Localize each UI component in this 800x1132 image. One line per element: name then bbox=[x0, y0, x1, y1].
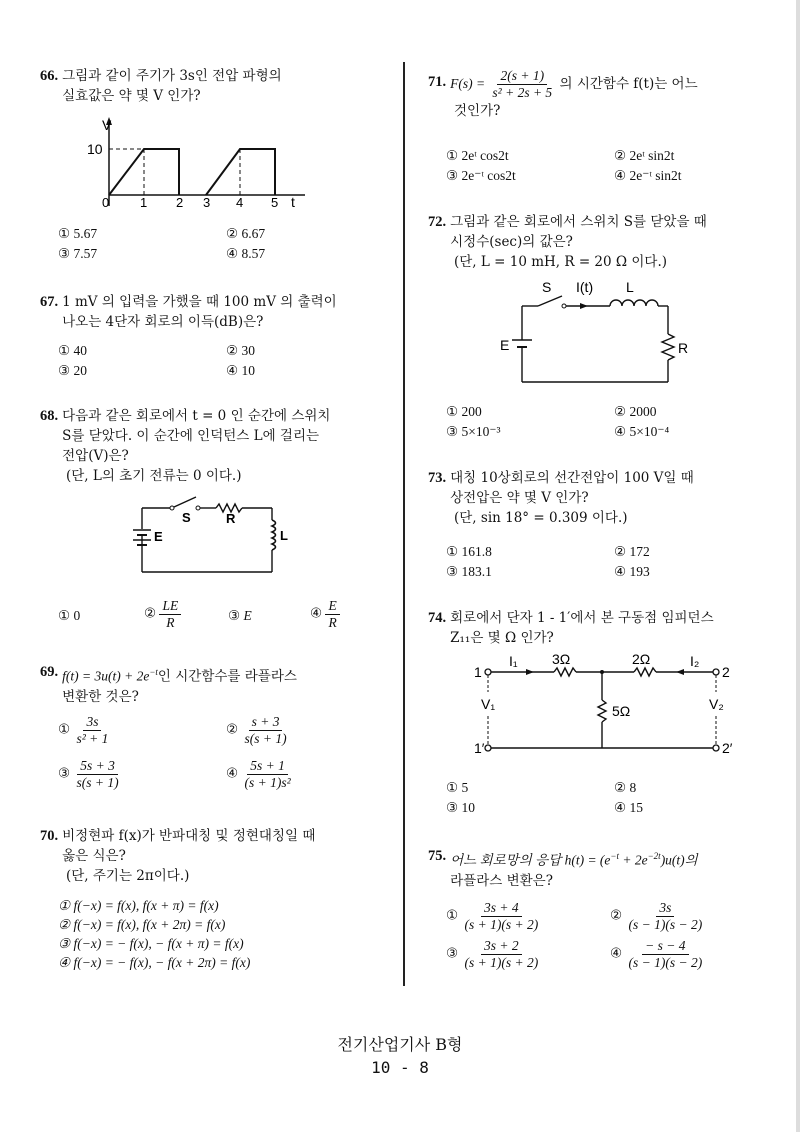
resistor-3ohm bbox=[554, 668, 576, 676]
terminal-label: 2′ bbox=[722, 740, 733, 756]
x-tick-label: 4 bbox=[236, 195, 244, 210]
option[interactable]: ④ 10 bbox=[226, 363, 255, 378]
option[interactable]: ③ E bbox=[228, 608, 252, 623]
question-text: 옳은 식은? bbox=[62, 848, 126, 864]
inductor-label: L bbox=[626, 279, 634, 295]
question-74 bbox=[428, 608, 773, 648]
option[interactable]: ③ f(−x) = − f(x), − f(x + π) = f(x) bbox=[58, 936, 244, 951]
question-text: 변환한 것은? bbox=[62, 688, 139, 705]
terminal-label: 1 bbox=[474, 664, 482, 680]
option[interactable]: ④ 8.57 bbox=[226, 246, 266, 261]
question-text: 시정수(sec)의 값은? bbox=[450, 234, 573, 250]
question-condition: (단, 주기는 2π이다.) bbox=[66, 868, 190, 884]
option[interactable]: ② 2000 bbox=[614, 404, 657, 419]
option[interactable]: ① 5.67 bbox=[58, 226, 98, 241]
question-text: 의 시간함수 f(t)는 어느 bbox=[559, 76, 698, 92]
terminal-node bbox=[485, 669, 491, 675]
resistor-label: R bbox=[678, 340, 689, 356]
math-expression: f(t) = 3u(t) + 2e bbox=[62, 668, 150, 684]
footer-exam-title: 전기산업기사 B형 bbox=[337, 1035, 463, 1054]
fraction: $\frac{s + 3}{s(s + 1)}$ bbox=[244, 714, 287, 746]
question-condition: (단, sin 18° = 0.309 이다.) bbox=[454, 510, 628, 526]
fraction: $\frac{3s}{(s - 1)(s - 2)}$ bbox=[628, 900, 703, 932]
option[interactable]: ② 6.67 bbox=[226, 226, 266, 241]
fraction: $\frac{5s + 3}{s(s + 1)}$ bbox=[76, 758, 119, 790]
rl-circuit-diagram bbox=[130, 494, 300, 578]
voltage-label: V₁ bbox=[481, 696, 496, 712]
question-70 bbox=[40, 826, 390, 886]
switch-contact bbox=[196, 506, 200, 510]
question-number: 67. bbox=[40, 294, 59, 310]
current-arrow-i1 bbox=[526, 669, 534, 675]
option[interactable]: ③ 2e⁻ᵗ cos2t bbox=[446, 168, 516, 183]
option[interactable]: ④ f(−x) = − f(x), − f(x + 2π) = f(x) bbox=[58, 955, 251, 970]
question-text: 인 시간함수를 라플라스 bbox=[157, 668, 297, 685]
resistor-label: 5Ω bbox=[612, 703, 631, 719]
question-number: 69. bbox=[40, 664, 59, 680]
math-expression: 어느 회로망의 응답 h(t) = (e bbox=[450, 852, 611, 868]
question-condition: (단, L = 10 mH, R = 20 Ω 이다.) bbox=[454, 254, 668, 270]
source-label: E bbox=[154, 529, 163, 544]
switch-contact bbox=[562, 304, 566, 308]
switch-label: S bbox=[182, 510, 191, 525]
option[interactable]: ③ $\frac{5s + 3}{s(s + 1)}$ bbox=[58, 758, 122, 791]
option[interactable]: ④ 15 bbox=[614, 800, 643, 815]
question-text: 나오는 4단자 회로의 이득(dB)은? bbox=[62, 314, 264, 330]
option[interactable]: ③ 10 bbox=[446, 800, 475, 815]
x-tick-label: 2 bbox=[176, 195, 184, 210]
fraction: $\frac{3s + 4}{(s + 1)(s + 2)}$ bbox=[464, 900, 539, 932]
option[interactable]: ③ 7.57 bbox=[58, 246, 98, 261]
current-label: I₁ bbox=[509, 653, 518, 669]
rl-switch-circuit-diagram bbox=[500, 276, 700, 388]
options-68 bbox=[58, 598, 398, 638]
resistor-symbol bbox=[662, 334, 674, 360]
voltage-waveform-graph bbox=[80, 112, 320, 212]
option[interactable]: ④ 193 bbox=[614, 564, 650, 579]
question-73 bbox=[428, 468, 773, 528]
question-text: 실효값은 약 몇 V 인가? bbox=[62, 88, 201, 104]
question-number: 66. bbox=[40, 68, 59, 84]
option[interactable]: ④ $\frac{5s + 1}{\text{(s + 1)s²}}$ bbox=[226, 758, 294, 791]
question-text: 라플라스 변환은? bbox=[450, 872, 553, 889]
page-edge-shadow bbox=[796, 0, 800, 1132]
resistor-2ohm bbox=[634, 668, 656, 676]
option[interactable]: ③ 20 bbox=[58, 363, 87, 378]
options-70 bbox=[58, 896, 398, 980]
two-port-network-diagram bbox=[472, 652, 742, 762]
question-number: 71. bbox=[428, 74, 447, 90]
math-expression: F(s) = bbox=[450, 76, 486, 91]
x-tick-label: 5 bbox=[271, 195, 279, 210]
switch-blade bbox=[174, 497, 196, 507]
question-71 bbox=[428, 68, 773, 121]
options-69 bbox=[58, 714, 398, 798]
question-number: 74. bbox=[428, 610, 447, 626]
option[interactable]: ① 40 bbox=[58, 343, 87, 358]
option[interactable]: ② 30 bbox=[226, 343, 255, 358]
question-text: 상전압은 약 몇 V 인가? bbox=[450, 490, 589, 506]
option[interactable]: ① $\frac{3s}{\text{s² + 1}}$ bbox=[58, 714, 111, 747]
fraction: $\frac{- s - 4}{(s - 1)(s - 2)}$ bbox=[628, 938, 703, 970]
terminal-node bbox=[713, 669, 719, 675]
question-66 bbox=[40, 66, 390, 106]
x-tick-label: 0 bbox=[102, 195, 110, 210]
question-text: Z₁₁은 몇 Ω 인가? bbox=[450, 630, 554, 646]
terminal-label: 2 bbox=[722, 664, 730, 680]
question-number: 68. bbox=[40, 408, 59, 424]
current-arrow-i2 bbox=[676, 669, 684, 675]
x-tick-label: 1 bbox=[140, 195, 148, 210]
fraction: $\frac{2(s + 1)}{\text{s² + 2s + 5}}$ bbox=[492, 68, 553, 100]
option[interactable]: ② 2eᵗ sin2t bbox=[614, 148, 675, 163]
question-69: 69. $f(t) = 3u(t) + 2e^{-t}$인 시간함수를 라플라스 변환한 것은? bbox=[40, 664, 297, 705]
x-axis-label: t bbox=[291, 194, 295, 210]
inductor-symbol bbox=[272, 520, 276, 550]
current-label: I₂ bbox=[690, 653, 700, 669]
source-label: E bbox=[500, 337, 510, 353]
question-67 bbox=[40, 292, 390, 332]
question-text: 그림과 같은 회로에서 스위치 S를 닫았을 때 bbox=[450, 214, 707, 230]
resistor-5ohm bbox=[598, 700, 606, 722]
option[interactable]: ④ $\frac{- s - 4}{(s - 1)(s - 2)}$ bbox=[610, 938, 705, 971]
fraction: $\frac{3s}{\text{s² + 1}}$ bbox=[76, 714, 109, 746]
question-72 bbox=[428, 212, 773, 272]
question-68 bbox=[40, 406, 390, 486]
option[interactable]: ② $\frac{LE}{R}$ bbox=[144, 598, 181, 631]
fraction: $\frac{E}{R}$ bbox=[325, 598, 339, 631]
current-arrow bbox=[580, 303, 588, 309]
option[interactable]: ③ 5×10⁻³ bbox=[446, 424, 501, 439]
question-number: 70. bbox=[40, 828, 59, 844]
option[interactable]: ④ $\frac{E}{R}$ bbox=[310, 598, 340, 631]
question-text: 회로에서 단자 1 - 1′에서 본 구동점 임피던스 bbox=[450, 610, 714, 626]
resistor-label: 2Ω bbox=[632, 652, 651, 667]
fraction: $\frac{5s + 1}{\text{(s + 1)s²}}$ bbox=[244, 758, 291, 790]
y-tick-label: 10 bbox=[87, 141, 103, 157]
question-text: 다음과 같은 회로에서 t = 0 인 순간에 스위치 bbox=[62, 408, 331, 424]
question-number: 75. bbox=[428, 848, 447, 864]
option[interactable]: ④ 2e⁻ᵗ sin2t bbox=[614, 168, 682, 183]
switch-blade bbox=[538, 296, 562, 306]
option[interactable]: ④ 5×10⁻⁴ bbox=[614, 424, 670, 439]
y-axis-label: V bbox=[102, 117, 112, 133]
question-text: 그림과 같이 주기가 3s인 전압 파형의 bbox=[62, 68, 282, 84]
question-number: 72. bbox=[428, 214, 447, 230]
option[interactable]: ① $\frac{3s + 4}{(s + 1)(s + 2)}$ bbox=[446, 900, 541, 933]
option[interactable]: ② 8 bbox=[614, 780, 637, 795]
terminal-label: 1′ bbox=[474, 740, 485, 756]
option[interactable]: ① 161.8 bbox=[446, 544, 492, 559]
question-text: 대칭 10상회로의 선간전압이 100 V일 때 bbox=[450, 470, 694, 486]
question-text: 전압(V)은? bbox=[62, 448, 129, 464]
question-75: 75. 어느 회로망의 응답 $h(t) = (e^{-t} + 2e^{-2t})u(t)$의 라플라스 변환은? bbox=[428, 848, 698, 889]
footer-page-number: 10 - 8 bbox=[371, 1058, 429, 1077]
option[interactable]: ① 2eᵗ cos2t bbox=[446, 148, 509, 163]
question-number: 73. bbox=[428, 470, 447, 486]
question-condition: (단, L의 초기 전류는 0 이다.) bbox=[66, 468, 242, 484]
option[interactable]: ② $\frac{s + 3}{s(s + 1)}$ bbox=[226, 714, 290, 747]
option[interactable]: ② $\frac{3s}{(s - 1)(s - 2)}$ bbox=[610, 900, 705, 933]
x-tick-label: 3 bbox=[203, 195, 211, 210]
fraction: $\frac{LE}{R}$ bbox=[159, 598, 181, 631]
option[interactable]: ① 0 bbox=[58, 608, 81, 623]
options-75 bbox=[446, 900, 776, 980]
option[interactable]: ③ 183.1 bbox=[446, 564, 492, 579]
question-text: 1 mV 의 입력을 가했을 때 100 mV 의 출력이 bbox=[62, 294, 337, 310]
question-text: 비정현파 f(x)가 반파대칭 및 정현대칭일 때 bbox=[62, 828, 316, 844]
option[interactable]: ③ $\frac{3s + 2}{(s + 1)(s + 2)}$ bbox=[446, 938, 541, 971]
column-divider bbox=[403, 62, 405, 986]
switch-contact bbox=[170, 506, 174, 510]
option[interactable]: ② f(−x) = f(x), f(x + 2π) = f(x) bbox=[58, 917, 226, 932]
voltage-label: V₂ bbox=[709, 696, 724, 712]
current-label: I(t) bbox=[576, 279, 594, 295]
resistor-label: R bbox=[226, 511, 236, 526]
switch-label: S bbox=[542, 279, 552, 295]
option[interactable]: ② 172 bbox=[614, 544, 650, 559]
option[interactable]: ① f(−x) = f(x), f(x + π) = f(x) bbox=[58, 898, 219, 913]
question-text: S를 닫았다. 이 순간에 인덕턴스 L에 걸리는 bbox=[62, 428, 320, 444]
terminal-node bbox=[713, 745, 719, 751]
inductor-symbol bbox=[610, 300, 658, 306]
inductor-label: L bbox=[280, 528, 288, 543]
resistor-label: 3Ω bbox=[552, 652, 571, 667]
fraction: $\frac{3s + 2}{(s + 1)(s + 2)}$ bbox=[464, 938, 539, 970]
question-text: 것인가? bbox=[454, 103, 501, 119]
option[interactable]: ① 200 bbox=[446, 404, 482, 419]
terminal-node bbox=[485, 745, 491, 751]
option[interactable]: ① 5 bbox=[446, 780, 469, 795]
